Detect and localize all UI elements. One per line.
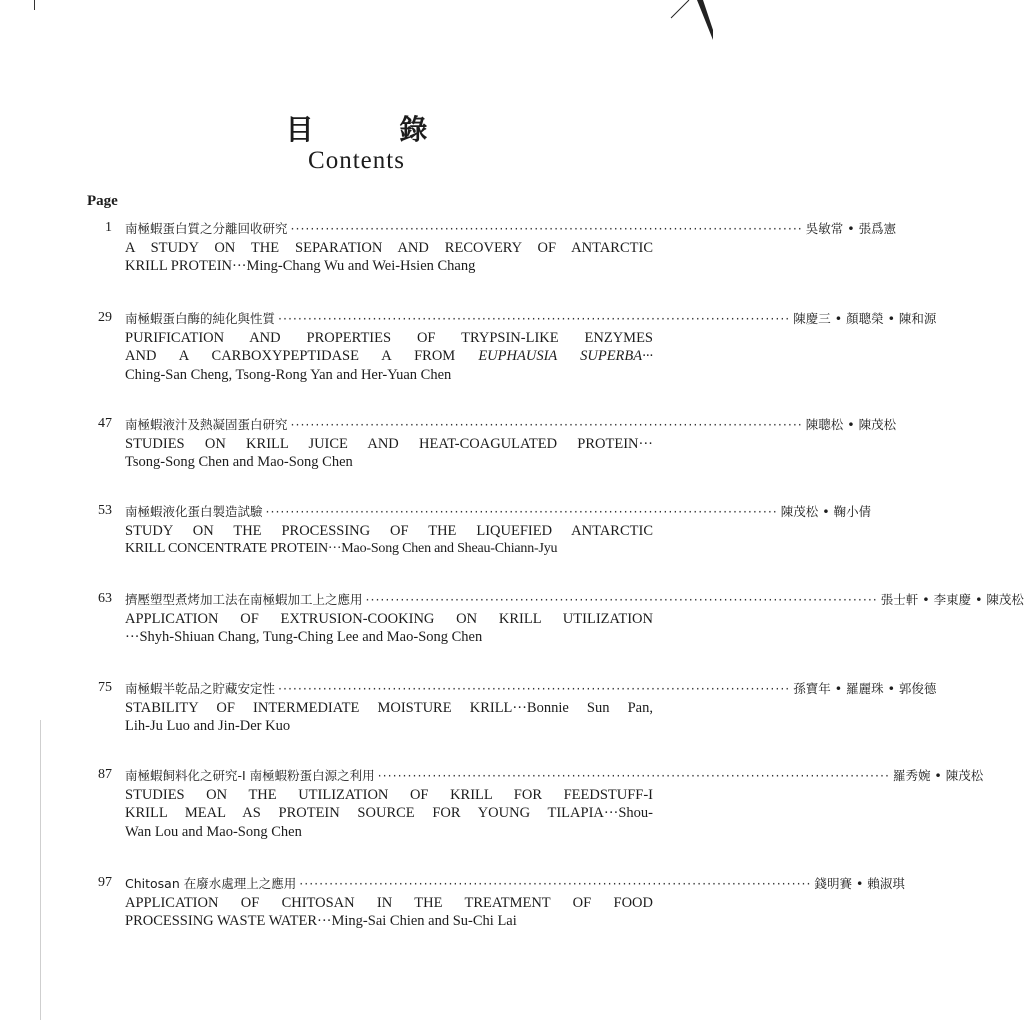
dot-leader: ·······································································································	[290, 221, 803, 236]
scan-mark	[34, 0, 35, 10]
chinese-authors: 吳敏常 • 張爲憲	[805, 221, 897, 236]
english-title-line: STABILITY OF INTERMEDIATE MOISTURE KRILL···Bonnie Sun Pan,	[125, 699, 653, 716]
english-title-line: A STUDY ON THE SEPARATION AND RECOVERY OF ANTARCTIC	[125, 239, 653, 256]
english-title-line: APPLICATION OF CHITOSAN IN THE TREATMENT OF FOOD	[125, 894, 653, 911]
page-number: 53	[98, 503, 112, 518]
chinese-authors: 陳慶三 • 顏聰榮 • 陳和源	[793, 311, 937, 326]
species-name: EUPHAUSIA SUPERBA···	[478, 348, 653, 364]
english-title-line: PURIFICATION AND PROPERTIES OF TRYPSIN-LIKE ENZYMES	[125, 329, 653, 346]
page-number: 63	[98, 591, 112, 606]
english-title-line: Tsong-Song Chen and Mao-Song Chen	[125, 454, 353, 470]
chinese-title: Chitosan 在廢水處理上之應用	[125, 876, 297, 891]
chinese-title: 南極蝦液化蛋白製造試驗	[125, 504, 263, 519]
chinese-authors: 張士軒 • 李東慶 • 陳茂松	[880, 592, 1024, 607]
chinese-title: 南極蝦蛋白質之分離回收研究	[125, 221, 288, 236]
toc-entry[interactable]	[80, 310, 937, 384]
english-title-line: PROCESSING WASTE WATER···Ming-Sai Chien and Su-Chi Lai	[125, 913, 517, 929]
page-number: 29	[98, 310, 112, 325]
page-title-english: Contents	[308, 147, 405, 174]
dot-leader: ·······································································································	[290, 417, 803, 432]
dot-leader: ·······································································································	[299, 876, 812, 891]
english-title-line: KRILL PROTEIN···Ming-Chang Wu and Wei-Hsien Chang	[125, 258, 476, 274]
english-title-line: STUDIES ON THE UTILIZATION OF KRILL FOR FEEDSTUFF-I	[125, 786, 653, 803]
english-title-line: KRILL MEAL AS PROTEIN SOURCE FOR YOUNG TILAPIA···Shou-	[125, 805, 653, 821]
chinese-authors: 錢明賽 • 賴淑琪	[814, 876, 905, 891]
english-title-line: Wan Lou and Mao-Song Chen	[125, 823, 302, 840]
dot-leader: ·······································································································	[377, 768, 890, 783]
toc-entry[interactable]	[80, 767, 984, 841]
toc-entry[interactable]	[80, 416, 897, 472]
english-title-line: Ching-San Cheng, Tsong-Rong Yan and Her-Yuan Chen	[125, 366, 452, 383]
chinese-authors: 陳茂松 • 鞠小倩	[780, 504, 872, 519]
scan-corner-mark	[653, 0, 713, 60]
page-number: 97	[98, 875, 112, 890]
english-title-line: Lih-Ju Luo and Jin-Der Kuo	[125, 718, 291, 734]
english-title-line: STUDIES ON KRILL JUICE AND HEAT-COAGULATED PROTEIN···	[125, 435, 653, 452]
chinese-title: 擠壓塑型煮烤加工法在南極蝦加工上之應用	[125, 592, 363, 607]
toc-entry[interactable]	[80, 680, 937, 736]
chinese-authors: 羅秀婉 • 陳茂松	[892, 768, 984, 783]
chinese-authors: 陳聰松 • 陳茂松	[805, 417, 897, 432]
english-title-line: KRILL CONCENTRATE PROTEIN···Mao-Song Chen and Sheau-Chiann-Jyu	[125, 541, 558, 556]
dot-leader: ·······································································································	[278, 681, 791, 696]
english-title-line: AND A CARBOXYPEPTIDASE A FROM EUPHAUSIA SUPERBA···	[125, 348, 653, 364]
chinese-authors: 孫寶年 • 羅麗珠 • 郭俊德	[793, 681, 937, 696]
dot-leader: ·······································································································	[265, 504, 778, 519]
page-title-chinese: 目 錄	[285, 113, 466, 146]
chinese-title: 南極蝦蛋白酶的純化與性質	[125, 311, 276, 326]
page-number: 1	[105, 220, 112, 235]
toc-entry[interactable]	[80, 220, 897, 276]
english-title-line: STUDY ON THE PROCESSING OF THE LIQUEFIED ANTARCTIC	[125, 522, 653, 539]
toc-entry[interactable]	[80, 503, 872, 559]
toc-entry[interactable]	[80, 875, 905, 931]
toc-entry[interactable]	[80, 591, 1024, 647]
chinese-title: 南極蝦液汁及熱凝固蛋白研究	[125, 417, 288, 432]
page-number: 47	[98, 416, 112, 431]
page-number: 75	[98, 680, 112, 695]
page-number: 87	[98, 767, 112, 782]
page-column-label: Page	[87, 193, 118, 209]
english-title-line: APPLICATION OF EXTRUSION-COOKING ON KRILL UTILIZATION	[125, 610, 653, 627]
chinese-title: 南極蝦半乾品之貯藏安定性	[125, 681, 276, 696]
dot-leader: ·······································································································	[365, 592, 878, 607]
scan-edge	[40, 720, 41, 1020]
english-title-line: ···Shyh-Shiuan Chang, Tung-Ching Lee and Mao-Song Chen	[125, 629, 483, 645]
dot-leader: ·······································································································	[278, 311, 791, 326]
chinese-title: 南極蝦飼料化之研究-I 南極蝦粉蛋白源之利用	[125, 768, 375, 783]
